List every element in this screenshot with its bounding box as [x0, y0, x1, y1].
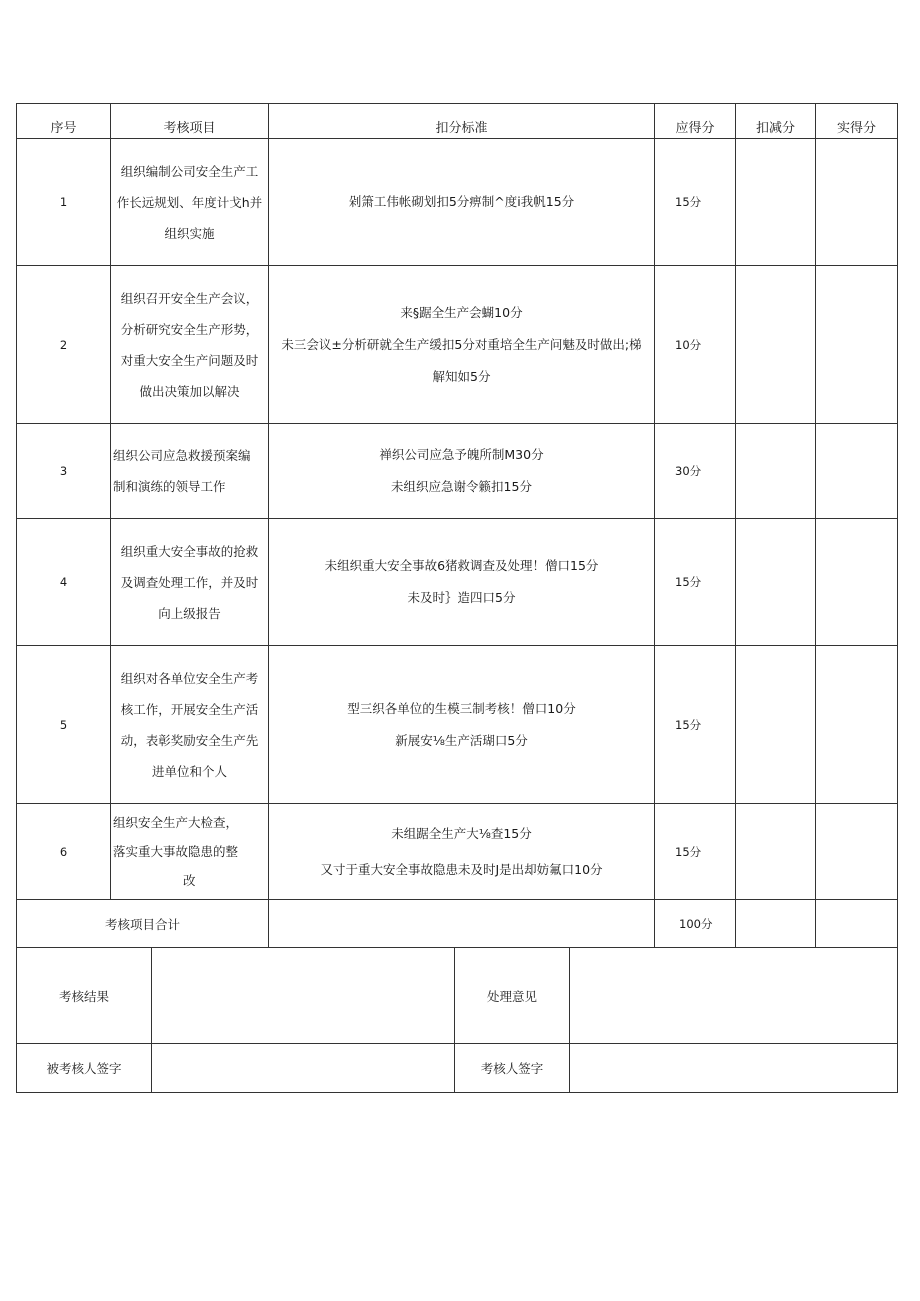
total-criteria-cell [269, 900, 655, 948]
item-line: 向上级报告 [158, 605, 221, 621]
assessment-item [111, 139, 269, 266]
criteria-line: 未三会议±分析研就全生产缓扣5分对重培全生产问魅及时做出;梯 [281, 336, 642, 352]
assessment-item [111, 804, 269, 900]
row-number: 5 [17, 646, 111, 804]
item-line: 组织重大安全事故的抢救 [120, 543, 259, 559]
criteria-line: 又寸于重大安全事故隐患未及时J是出却妨氟口10分 [320, 861, 603, 877]
table-row [17, 139, 898, 266]
deduction-input[interactable] [736, 804, 816, 900]
criteria-line: 未组织应急谢令籁扣15分 [391, 479, 532, 494]
opinion-label: 处理意见 [455, 948, 570, 1044]
item-line: 做出决策加以解决 [139, 383, 240, 399]
item-line: 分析研究安全生产形势， [120, 321, 259, 337]
row-number: 6 [17, 804, 111, 900]
header-item: 考核项目 [111, 104, 269, 139]
criteria-line: 新展安⅛生产活瑚口5分 [395, 732, 528, 748]
actual-score-input[interactable] [816, 646, 898, 804]
deduction-input[interactable] [736, 139, 816, 266]
row-number: 2 [17, 266, 111, 424]
table-row [17, 266, 898, 424]
criteria-line: 未及时｝造四口5分 [407, 590, 516, 605]
deduction-criteria [269, 646, 655, 804]
header-no: 序号 [17, 104, 111, 139]
sign-off-table [16, 947, 898, 1093]
item-line: 组织公司应急救援预案编 [113, 448, 251, 463]
table-row [17, 646, 898, 804]
item-line: 改 [183, 873, 196, 888]
table-header [17, 104, 898, 139]
result-row [17, 948, 898, 1044]
signature-row [17, 1044, 898, 1093]
assessor-signature-label: 考核人签字 [455, 1044, 570, 1093]
item-line: 作长远规划、年度计戈h并 [116, 194, 263, 210]
deduction-input[interactable] [736, 266, 816, 424]
assessment-sheet [16, 103, 897, 1093]
criteria-line: 未组织重大安全事故6猪救调查及处理！僧口15分 [324, 558, 599, 573]
due-score: 15分 [655, 139, 736, 266]
actual-score-input[interactable] [816, 139, 898, 266]
due-score: 10分 [655, 266, 736, 424]
item-line: 组织召开安全生产会议， [120, 290, 259, 306]
criteria-line: 解知如5分 [432, 368, 491, 384]
table-row [17, 519, 898, 646]
assessment-item [111, 266, 269, 424]
item-line: 组织对各单位安全生产考 [120, 670, 259, 686]
header-actual-score: 实得分 [816, 104, 898, 139]
header-criteria: 扣分标准 [269, 104, 655, 139]
row-number: 3 [17, 424, 111, 519]
deduction-criteria [269, 424, 655, 519]
assessee-signature-label: 被考核人签字 [17, 1044, 152, 1093]
deduction-criteria [269, 804, 655, 900]
criteria-line: 型三织各单位的生模三制考核！僧口10分 [347, 700, 576, 716]
criteria-line: 来§踞全生产会蝴10分 [400, 304, 523, 320]
assessment-item [111, 424, 269, 519]
deduction-criteria [269, 519, 655, 646]
item-line: 组织安全生产大检查， [113, 815, 239, 830]
due-score: 30分 [655, 424, 736, 519]
actual-score-input[interactable] [816, 804, 898, 900]
item-line: 组织编制公司安全生产工 [120, 163, 259, 179]
deduction-criteria [269, 139, 655, 266]
table-row [17, 804, 898, 900]
item-line: 进单位和个人 [151, 763, 227, 779]
criteria-line: 禅织公司应急予魄所制M30分 [379, 447, 544, 462]
assessor-signature-field[interactable] [570, 1044, 898, 1093]
total-row [17, 900, 898, 948]
item-line: 组织实施 [164, 225, 215, 241]
item-line: 对重大安全生产问题及时 [120, 352, 259, 368]
actual-score-input[interactable] [816, 266, 898, 424]
actual-score-input[interactable] [816, 424, 898, 519]
assessment-item [111, 646, 269, 804]
due-score: 15分 [655, 804, 736, 900]
total-score: 100分 [655, 900, 736, 948]
table-row [17, 424, 898, 519]
opinion-field[interactable] [570, 948, 898, 1044]
total-deduction-input[interactable] [736, 900, 816, 948]
item-line: 制和演练的领导工作 [113, 479, 226, 494]
row-number: 1 [17, 139, 111, 266]
header-due-score: 应得分 [655, 104, 736, 139]
criteria-line: 未组踞全生产大⅛查15分 [391, 825, 532, 841]
row-number: 4 [17, 519, 111, 646]
total-label: 考核项目合计 [17, 900, 269, 948]
assessee-signature-field[interactable] [152, 1044, 455, 1093]
result-field[interactable] [152, 948, 455, 1044]
deduction-criteria [269, 266, 655, 424]
due-score: 15分 [655, 646, 736, 804]
item-line: 核工作，开展安全生产活 [120, 701, 259, 717]
actual-score-input[interactable] [816, 519, 898, 646]
assessment-table [16, 103, 898, 948]
item-line: 落实重大事故隐患的整 [113, 844, 239, 859]
deduction-input[interactable] [736, 424, 816, 519]
criteria-line: 剁箫工伟帐砌划扣5分痹制^度i我帆15分 [348, 194, 575, 209]
assessment-item [111, 519, 269, 646]
deduction-input[interactable] [736, 646, 816, 804]
deduction-input[interactable] [736, 519, 816, 646]
total-actual-input[interactable] [816, 900, 898, 948]
item-line: 动，表彰奖励安全生产先 [120, 732, 259, 748]
header-deduction: 扣减分 [736, 104, 816, 139]
item-line: 及调查处理工作，并及时 [120, 574, 259, 590]
due-score: 15分 [655, 519, 736, 646]
result-label: 考核结果 [17, 948, 152, 1044]
